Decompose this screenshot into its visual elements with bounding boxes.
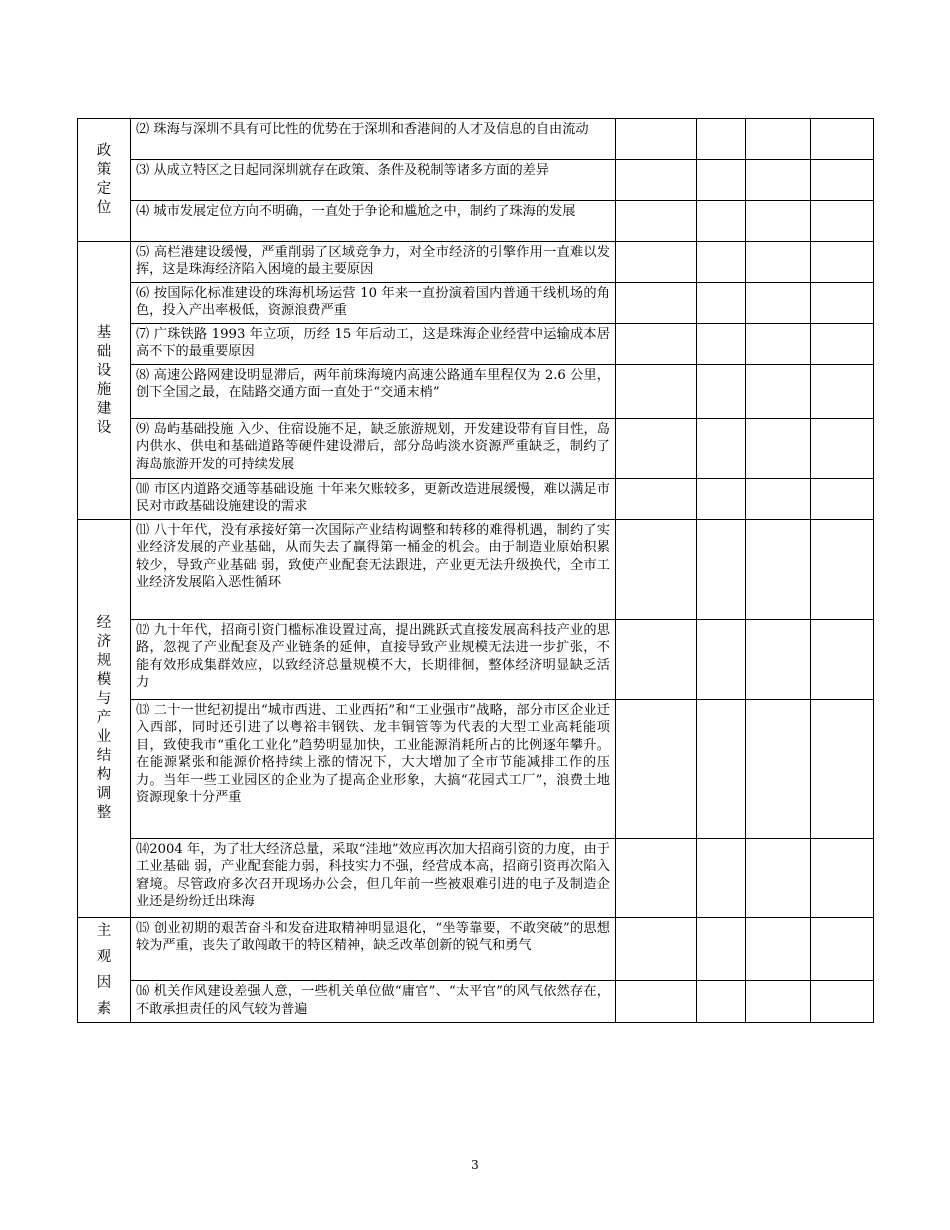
- rating-cell[interactable]: [697, 918, 746, 981]
- rating-cell[interactable]: [811, 242, 874, 283]
- rating-cell[interactable]: [746, 419, 811, 479]
- rating-cell[interactable]: [697, 201, 746, 242]
- rating-cell[interactable]: [697, 479, 746, 520]
- rating-cell[interactable]: [616, 981, 697, 1023]
- rating-cell[interactable]: [746, 201, 811, 242]
- rating-cell[interactable]: [616, 324, 697, 365]
- rating-cell[interactable]: [746, 918, 811, 981]
- rating-cell[interactable]: [697, 520, 746, 620]
- rating-cell[interactable]: [811, 700, 874, 839]
- rating-cell[interactable]: [616, 520, 697, 620]
- table-row-item: ⑷ 城市发展定位方向不明确，一直处于争论和尴尬之中，制约了珠海的发展: [131, 201, 616, 242]
- table-row-item: ⑸ 高栏港建设缓慢，严重削弱了区域竞争力，对全市经济的引擎作用一直难以发挥，这是珠海经济陷入困境的最主要原因: [131, 242, 616, 283]
- survey-table: [77, 118, 874, 1023]
- table-row-item: ⒂ 创业初期的艰苦奋斗和发奋进取精神明显退化，“坐等靠要，不敢突破”的思想较为严重，丧失了敢闯敢干的特区精神，缺乏改革创新的锐气和勇气: [131, 918, 616, 981]
- rating-cell[interactable]: [616, 242, 697, 283]
- page-number: 3: [471, 1158, 479, 1172]
- rating-cell[interactable]: [616, 365, 697, 419]
- rating-cell[interactable]: [616, 620, 697, 700]
- table-row-item: ⒀ 二十一世纪初提出“城市西进、工业西拓”和“工业强市”战略，部分市区企业迁入西部，同时还引进了以粤裕丰钢铁、龙丰铜管等为代表的大型工业高耗能项目，致使我市“重化工业化”趋势明显加快，工业能源消耗所占的比例逐年攀升。在能源紧张和能源价格持续上涨的情况下，大大增加了全市节能减排工作的压力。当年一些工业园区的企业为了提高企业形象，大搞“花园式工厂”，浪费土地资源现象十分严重: [131, 700, 616, 839]
- rating-cell[interactable]: [616, 419, 697, 479]
- category-subjective-factors: 主观因素: [78, 918, 131, 1023]
- table-row-item: ⑽ 市区内道路交通等基础设施 十年来欠账较多，更新改造进展缓慢，难以满足市民对市政基础设施建设的需求: [131, 479, 616, 520]
- table-row-item: ⑼ 岛屿基础投施 入少、住宿设施不足，缺乏旅游规划，开发建设带有盲目性，岛内供水、供电和基础道路等硬件建设滞后，部分岛屿淡水资源严重缺乏，制约了海岛旅游开发的可持续发展: [131, 419, 616, 479]
- rating-cell[interactable]: [616, 119, 697, 160]
- table-row-item: ⑹ 按国际化标准建设的珠海机场运营 10 年来一直扮演着国内普通干线机场的角色，投入产出率极低，资源浪费严重: [131, 283, 616, 324]
- rating-cell[interactable]: [697, 700, 746, 839]
- table-row-item: ⒁2004 年，为了壮大经济总量，采取“洼地”效应再次加大招商引资的力度，由于工业基础 弱，产业配套能力弱，科技实力不强，经营成本高，招商引资再次陷入窘境。尽管政府多次召开现场办公会，但几年前一些被艰难引进的电子及制造企业还是纷纷迁出珠海: [131, 839, 616, 918]
- rating-cell[interactable]: [811, 981, 874, 1023]
- rating-cell[interactable]: [697, 160, 746, 201]
- category-infrastructure: 基础设施建设: [78, 242, 131, 520]
- rating-cell[interactable]: [811, 479, 874, 520]
- table-row-item: ⑾ 八十年代，没有承接好第一次国际产业结构调整和转移的难得机遇，制约了实业经济发展的产业基础，从而失去了赢得第一桶金的机会。由于制造业原始积累较少，导致产业基础 弱，致使产业配套无法跟进，产业更无法升级换代，全市工业经济发展陷入恶性循环: [131, 520, 616, 620]
- rating-cell[interactable]: [746, 479, 811, 520]
- rating-cell[interactable]: [746, 981, 811, 1023]
- rating-cell[interactable]: [811, 365, 874, 419]
- rating-cell[interactable]: [697, 620, 746, 700]
- rating-cell[interactable]: [811, 324, 874, 365]
- rating-cell[interactable]: [811, 520, 874, 620]
- rating-cell[interactable]: [697, 981, 746, 1023]
- rating-cell[interactable]: [746, 700, 811, 839]
- rating-cell[interactable]: [616, 918, 697, 981]
- table-row-item: ⑻ 高速公路网建设明显滞后，两年前珠海境内高速公路通车里程仅为 2.6 公里，创下全国之最，在陆路交通方面一直处于“交通末梢”: [131, 365, 616, 419]
- rating-cell[interactable]: [697, 324, 746, 365]
- rating-cell[interactable]: [616, 201, 697, 242]
- rating-cell[interactable]: [746, 324, 811, 365]
- rating-cell[interactable]: [811, 839, 874, 918]
- rating-cell[interactable]: [616, 700, 697, 839]
- rating-cell[interactable]: [697, 242, 746, 283]
- rating-cell[interactable]: [811, 283, 874, 324]
- rating-cell[interactable]: [746, 283, 811, 324]
- table-row-item: ⑵ 珠海与深圳不具有可比性的优势在于深圳和香港间的人才及信息的自由流动: [131, 119, 616, 160]
- table-row-item: ⑺ 广珠铁路 1993 年立项，历经 15 年后动工，这是珠海企业经营中运输成本居高不下的最重要原因: [131, 324, 616, 365]
- table-row-item: ⑶ 从成立特区之日起同深圳就存在政策、条件及税制等诸多方面的差异: [131, 160, 616, 201]
- rating-cell[interactable]: [746, 119, 811, 160]
- rating-cell[interactable]: [746, 242, 811, 283]
- rating-cell[interactable]: [811, 918, 874, 981]
- rating-cell[interactable]: [616, 283, 697, 324]
- rating-cell[interactable]: [697, 419, 746, 479]
- rating-cell[interactable]: [746, 839, 811, 918]
- rating-cell[interactable]: [697, 839, 746, 918]
- rating-cell[interactable]: [616, 479, 697, 520]
- category-policy-positioning: 政策定位: [78, 119, 131, 242]
- rating-cell[interactable]: [746, 160, 811, 201]
- rating-cell[interactable]: [811, 419, 874, 479]
- rating-cell[interactable]: [811, 119, 874, 160]
- rating-cell[interactable]: [616, 160, 697, 201]
- category-economic-scale: 经济规模与产业结构调整: [78, 520, 131, 918]
- rating-cell[interactable]: [746, 620, 811, 700]
- table-row-item: ⒃ 机关作风建设差强人意，一些机关单位做“庸官”、“太平官”的风气依然存在，不敢承担责任的风气较为普遍: [131, 981, 616, 1023]
- rating-cell[interactable]: [811, 620, 874, 700]
- rating-cell[interactable]: [746, 365, 811, 419]
- rating-cell[interactable]: [746, 520, 811, 620]
- rating-cell[interactable]: [811, 201, 874, 242]
- rating-cell[interactable]: [811, 160, 874, 201]
- rating-cell[interactable]: [697, 119, 746, 160]
- rating-cell[interactable]: [697, 365, 746, 419]
- table-row-item: ⑿ 九十年代，招商引资门槛标准设置过高，提出跳跃式直接发展高科技产业的思路，忽视了产业配套及产业链条的延伸，直接导致产业规模无法进一步扩张，不能有效形成集群效应，以致经济总量规模不大，长期徘徊，整体经济明显缺乏活力: [131, 620, 616, 700]
- rating-cell[interactable]: [697, 283, 746, 324]
- rating-cell[interactable]: [616, 839, 697, 918]
